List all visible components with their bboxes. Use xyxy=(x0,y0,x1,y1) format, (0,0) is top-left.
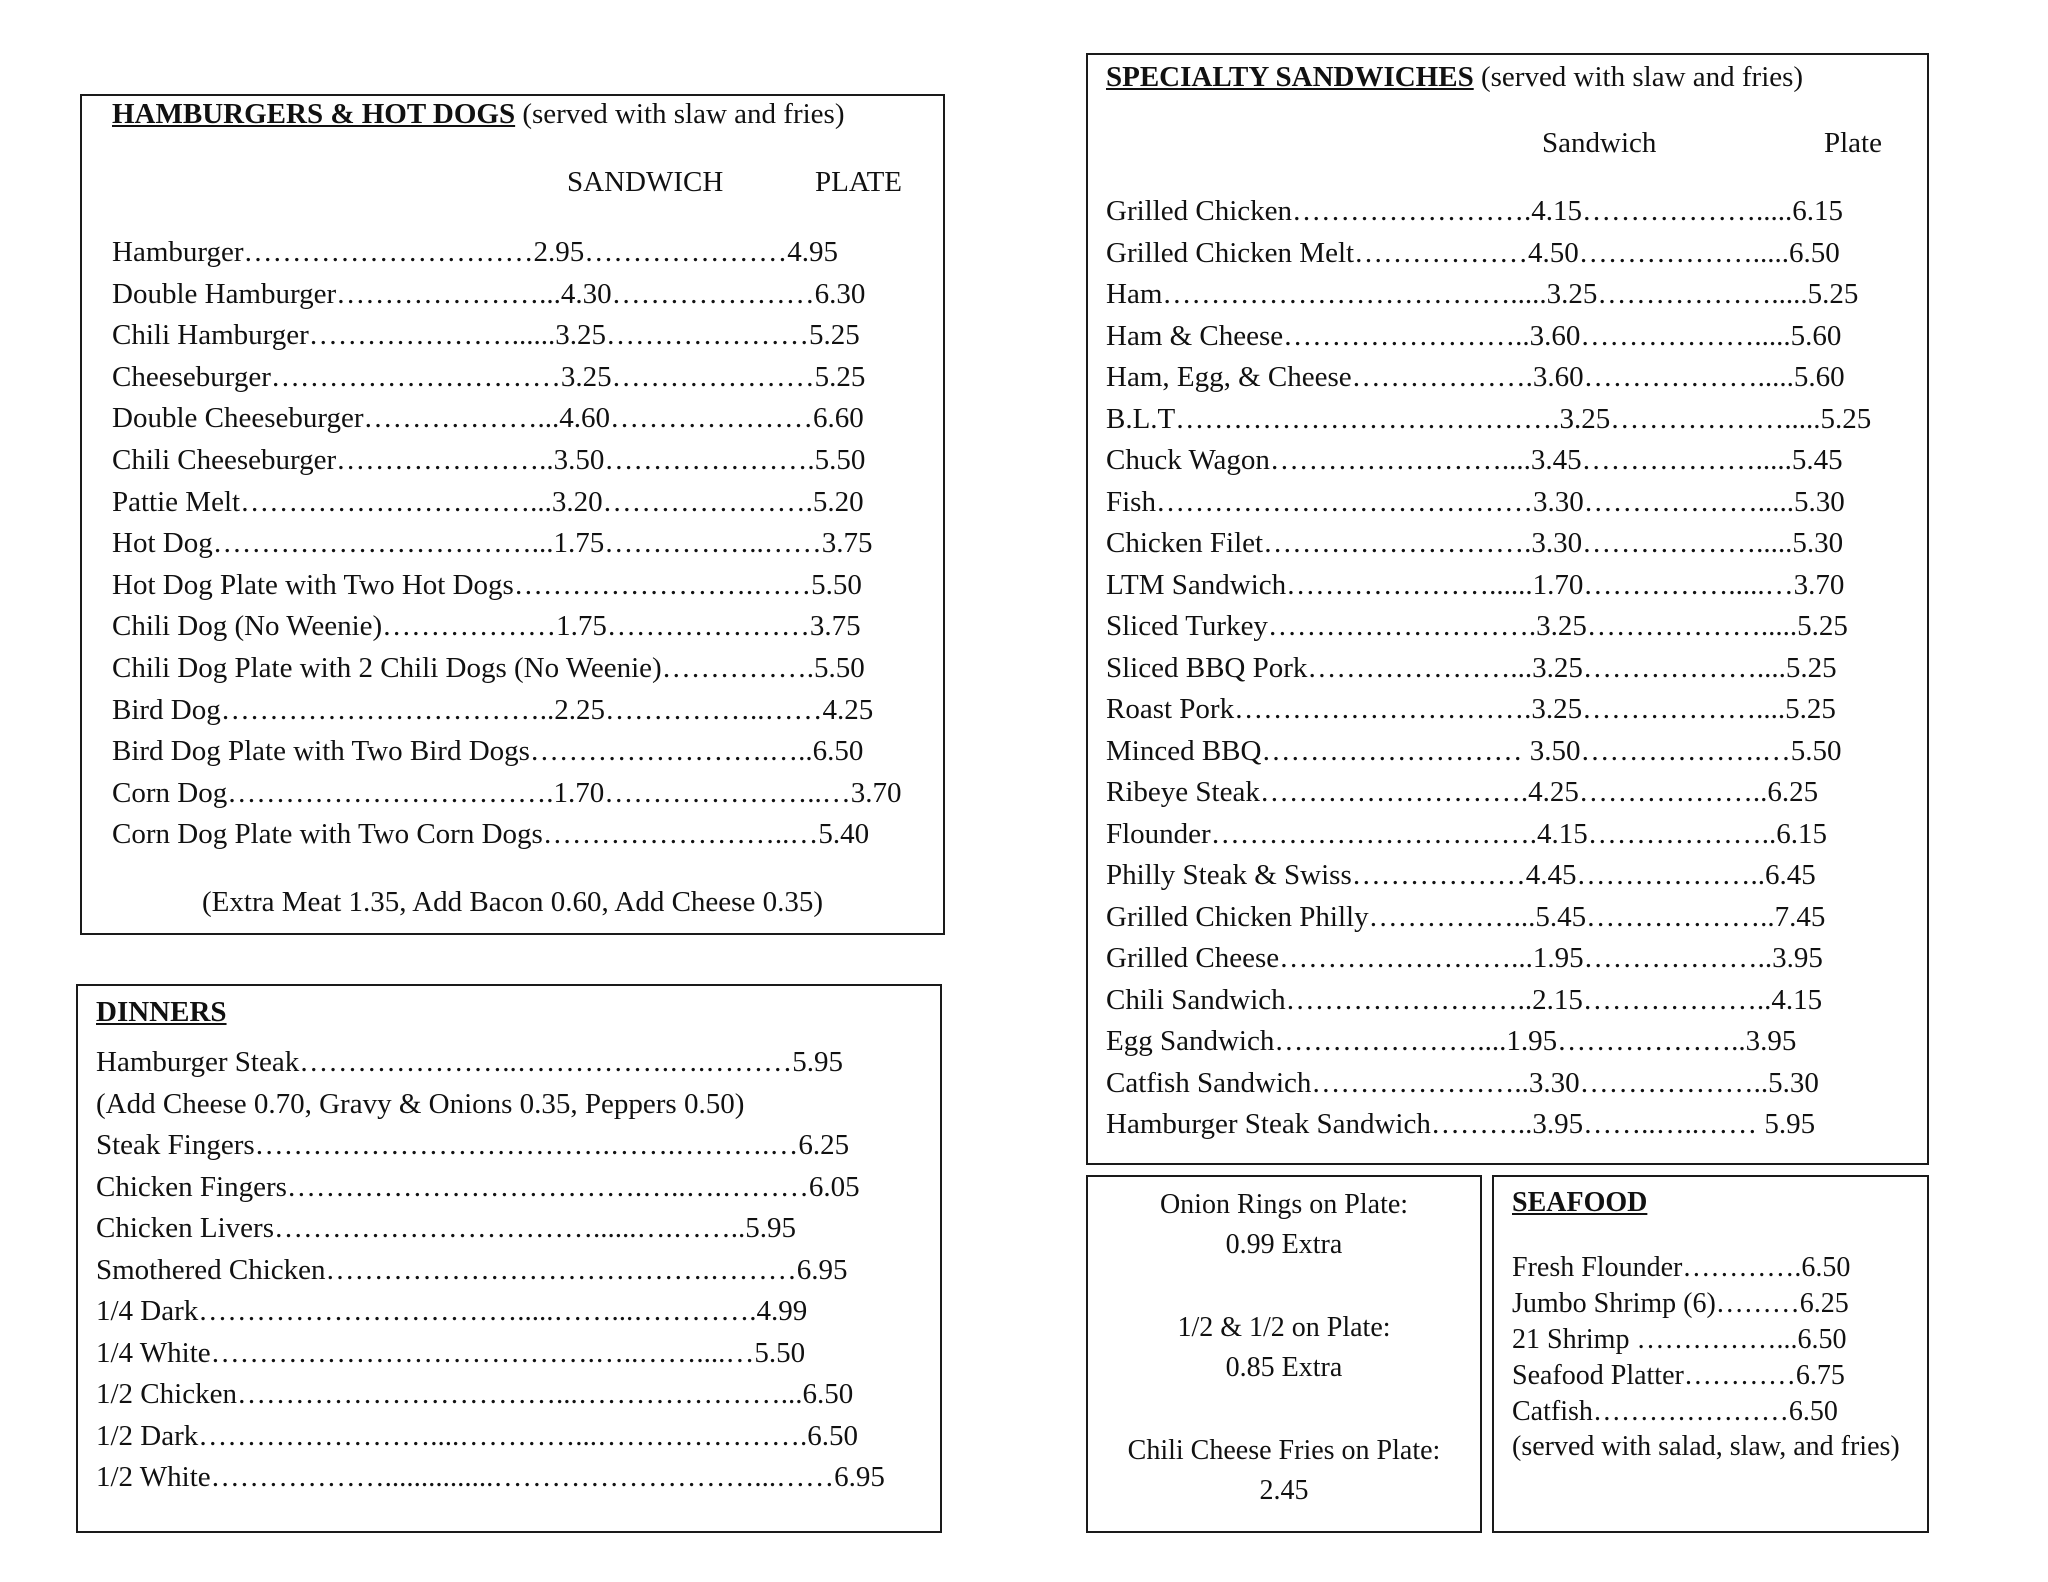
list-item: Pattie Melt…………………………...3.20………………….5.20 xyxy=(112,485,864,518)
dinners-section xyxy=(76,984,942,1533)
list-item: Chili Dog (No Weenie)………………1.75…………………3.75 xyxy=(112,610,861,643)
list-item: Minced BBQ……………………… 3.50……………….…5.50 xyxy=(1106,734,1842,767)
list-item: Flounder…………………………….4.15………………..6.15 xyxy=(1106,817,1827,850)
column-header-sandwich: SANDWICH xyxy=(567,166,724,198)
list-item: 1/4 White………………………………….…..……....…5.50 xyxy=(96,1336,806,1369)
list-item: Chicken Fingers……………………………….…..….………6.05 xyxy=(96,1170,860,1203)
list-item: Steak Fingers……………………………….…….……….…6.25 xyxy=(96,1129,850,1161)
list-item: Seafood Platter…………6.75 xyxy=(1512,1360,1845,1391)
section-title: SPECIALTY SANDWICHES xyxy=(1106,61,1474,93)
column-header-plate: PLATE xyxy=(815,166,902,198)
list-item: Fish…………………………………3.30……………….....5.30 xyxy=(1106,485,1845,518)
list-item: Corn Dog…………………………….1.70…………………..…3.70 xyxy=(112,776,902,809)
addon-line: 2.45 xyxy=(1259,1475,1309,1506)
list-item: 1/2 Dark……………………....…………...………………….6.50 xyxy=(96,1419,859,1452)
list-item: Grilled Chicken…………………….4.15……………….....6.15 xyxy=(1106,195,1844,227)
section-subtitle: (served with slaw and fries) xyxy=(1473,61,1804,93)
addon-line: Onion Rings on Plate: xyxy=(1159,1189,1409,1220)
list-item: Ribeye Steak……………………….4.25………………..6.25 xyxy=(1106,776,1819,808)
list-item: Roast Pork………………………….3.25………………....5.25 xyxy=(1106,693,1836,725)
list-item: Double Hamburger…………………...4.30…………………6.30 xyxy=(112,277,866,310)
hamburgers-hotdogs-section xyxy=(80,94,945,935)
seafood-section xyxy=(1492,1175,1929,1533)
plate-addons-section xyxy=(1086,1175,1482,1533)
section-heading xyxy=(112,98,844,131)
list-item: Double Cheeseburger………………...4.60…………………6.60 xyxy=(112,402,864,435)
list-item: Chicken Filet……………………….3.30……………….....5.30 xyxy=(1106,527,1844,559)
list-item: Smothered Chicken………………………………….………6.95 xyxy=(96,1253,848,1286)
list-item: Chili Dog Plate with 2 Chili Dogs (No Weenie)…………….5.50 xyxy=(112,652,865,684)
list-item: Catfish Sandwich…………………..3.30………………..5.30 xyxy=(1106,1066,1819,1099)
addon-line: 0.99 Extra xyxy=(1225,1229,1343,1260)
list-item: Bird Dog……………………………..2.25……………..……4.25 xyxy=(112,693,874,726)
list-item: 1/2 Chicken……………………………...…………………...6.50 xyxy=(96,1378,854,1410)
list-item: Jumbo Shrimp (6)………6.25 xyxy=(1512,1288,1849,1319)
list-item: Hamburger Steak…………………..…………….….………5.95 xyxy=(96,1046,843,1078)
list-item: Fresh Flounder………….6.50 xyxy=(1512,1252,1851,1283)
list-item: Hot Dog……………………………...1.75……………..……3.75 xyxy=(112,527,873,560)
list-item: Corn Dog Plate with Two Corn Dogs……………………..…5.40 xyxy=(112,818,870,851)
list-item: Grilled Cheese……………………...1.95………………..3.95 xyxy=(1106,942,1823,974)
list-item: 1/2 White………………...............………………………...……6.95 xyxy=(96,1461,885,1493)
list-item: Grilled Chicken Melt………………4.50……………….....6.50 xyxy=(1106,236,1840,269)
addon-line: 0.85 Extra xyxy=(1225,1352,1343,1383)
list-item: Bird Dog Plate with Two Bird Dogs…………………….…..6.50 xyxy=(112,735,864,768)
addon-line: 1/2 & 1/2 on Plate: xyxy=(1177,1312,1391,1343)
list-item: Chili Cheeseburger…………………..3.50………………….5.50 xyxy=(112,444,866,476)
list-item: 1/4 Dark…………………………….....……...………….4.99 xyxy=(96,1295,808,1327)
list-item: Philly Steak & Swiss………………4.45………………..6.45 xyxy=(1106,859,1816,891)
section-title: SEAFOOD xyxy=(1512,1187,1648,1218)
extras-note: (Extra Meat 1.35, Add Bacon 0.60, Add Cheese 0.35) xyxy=(202,886,823,918)
list-item: Sliced BBQ Pork…………………...3.25………………....5.25 xyxy=(1106,651,1837,684)
list-item: Ham……………………………….....3.25……………….....5.25 xyxy=(1106,278,1859,310)
specialty-sandwiches-section xyxy=(1086,53,1929,1165)
section-title: DINNERS xyxy=(96,996,227,1028)
column-header-plate: Plate xyxy=(1824,127,1882,159)
list-item: Egg Sandwich…………………....1.95………………..3.95 xyxy=(1106,1025,1797,1057)
list-item: Grilled Chicken Philly……………...5.45………………..7.45 xyxy=(1106,900,1826,933)
list-item: Ham & Cheese……………………..3.60……………….....5.60 xyxy=(1106,319,1842,352)
list-item: Hot Dog Plate with Two Hot Dogs…………………….……5.50 xyxy=(112,568,862,601)
list-item: Cheeseburger…………………………3.25…………………5.25 xyxy=(112,360,866,393)
list-item: 21 Shrimp ……………...6.50 xyxy=(1512,1324,1847,1355)
list-item: Catfish…………………6.50 xyxy=(1512,1396,1838,1427)
section-heading xyxy=(96,996,227,1029)
list-item: Chicken Livers……………………………......….……..5.95 xyxy=(96,1212,796,1244)
list-item: Chuck Wagon……………………....3.45……………….....5.45 xyxy=(1106,444,1843,476)
list-item: B.L.T………………………………….3.25……………….....5.25 xyxy=(1106,402,1872,435)
list-item: Hamburger Steak Sandwich………..3.95……..…..…… 5.95 xyxy=(1106,1108,1816,1140)
list-item: Ham, Egg, & Cheese……………….3.60……………….....5.60 xyxy=(1106,361,1845,393)
seafood-note: (served with salad, slaw, and fries) xyxy=(1512,1431,1900,1462)
section-heading xyxy=(1512,1187,1647,1219)
list-item: Chili Hamburger…………………......3.25…………………5.25 xyxy=(112,319,860,352)
section-heading xyxy=(1106,61,1803,94)
addon-line: Chili Cheese Fries on Plate: xyxy=(1127,1435,1441,1466)
list-item: (Add Cheese 0.70, Gravy & Onions 0.35, Peppers 0.50) xyxy=(96,1087,745,1120)
section-title: HAMBURGERS & HOT DOGS xyxy=(112,98,516,130)
list-item: Chili Sandwich……………………..2.15………………..4.15 xyxy=(1106,983,1823,1016)
list-item: Sliced Turkey……………………….3.25……………….....5.25 xyxy=(1106,610,1848,642)
list-item: Hamburger…………………………2.95…………………4.95 xyxy=(112,236,839,268)
column-header-sandwich: Sandwich xyxy=(1542,127,1657,159)
section-subtitle: (served with slaw and fries) xyxy=(515,98,845,130)
list-item: LTM Sandwich…………………......1.70…………….....…3.70 xyxy=(1106,568,1845,601)
